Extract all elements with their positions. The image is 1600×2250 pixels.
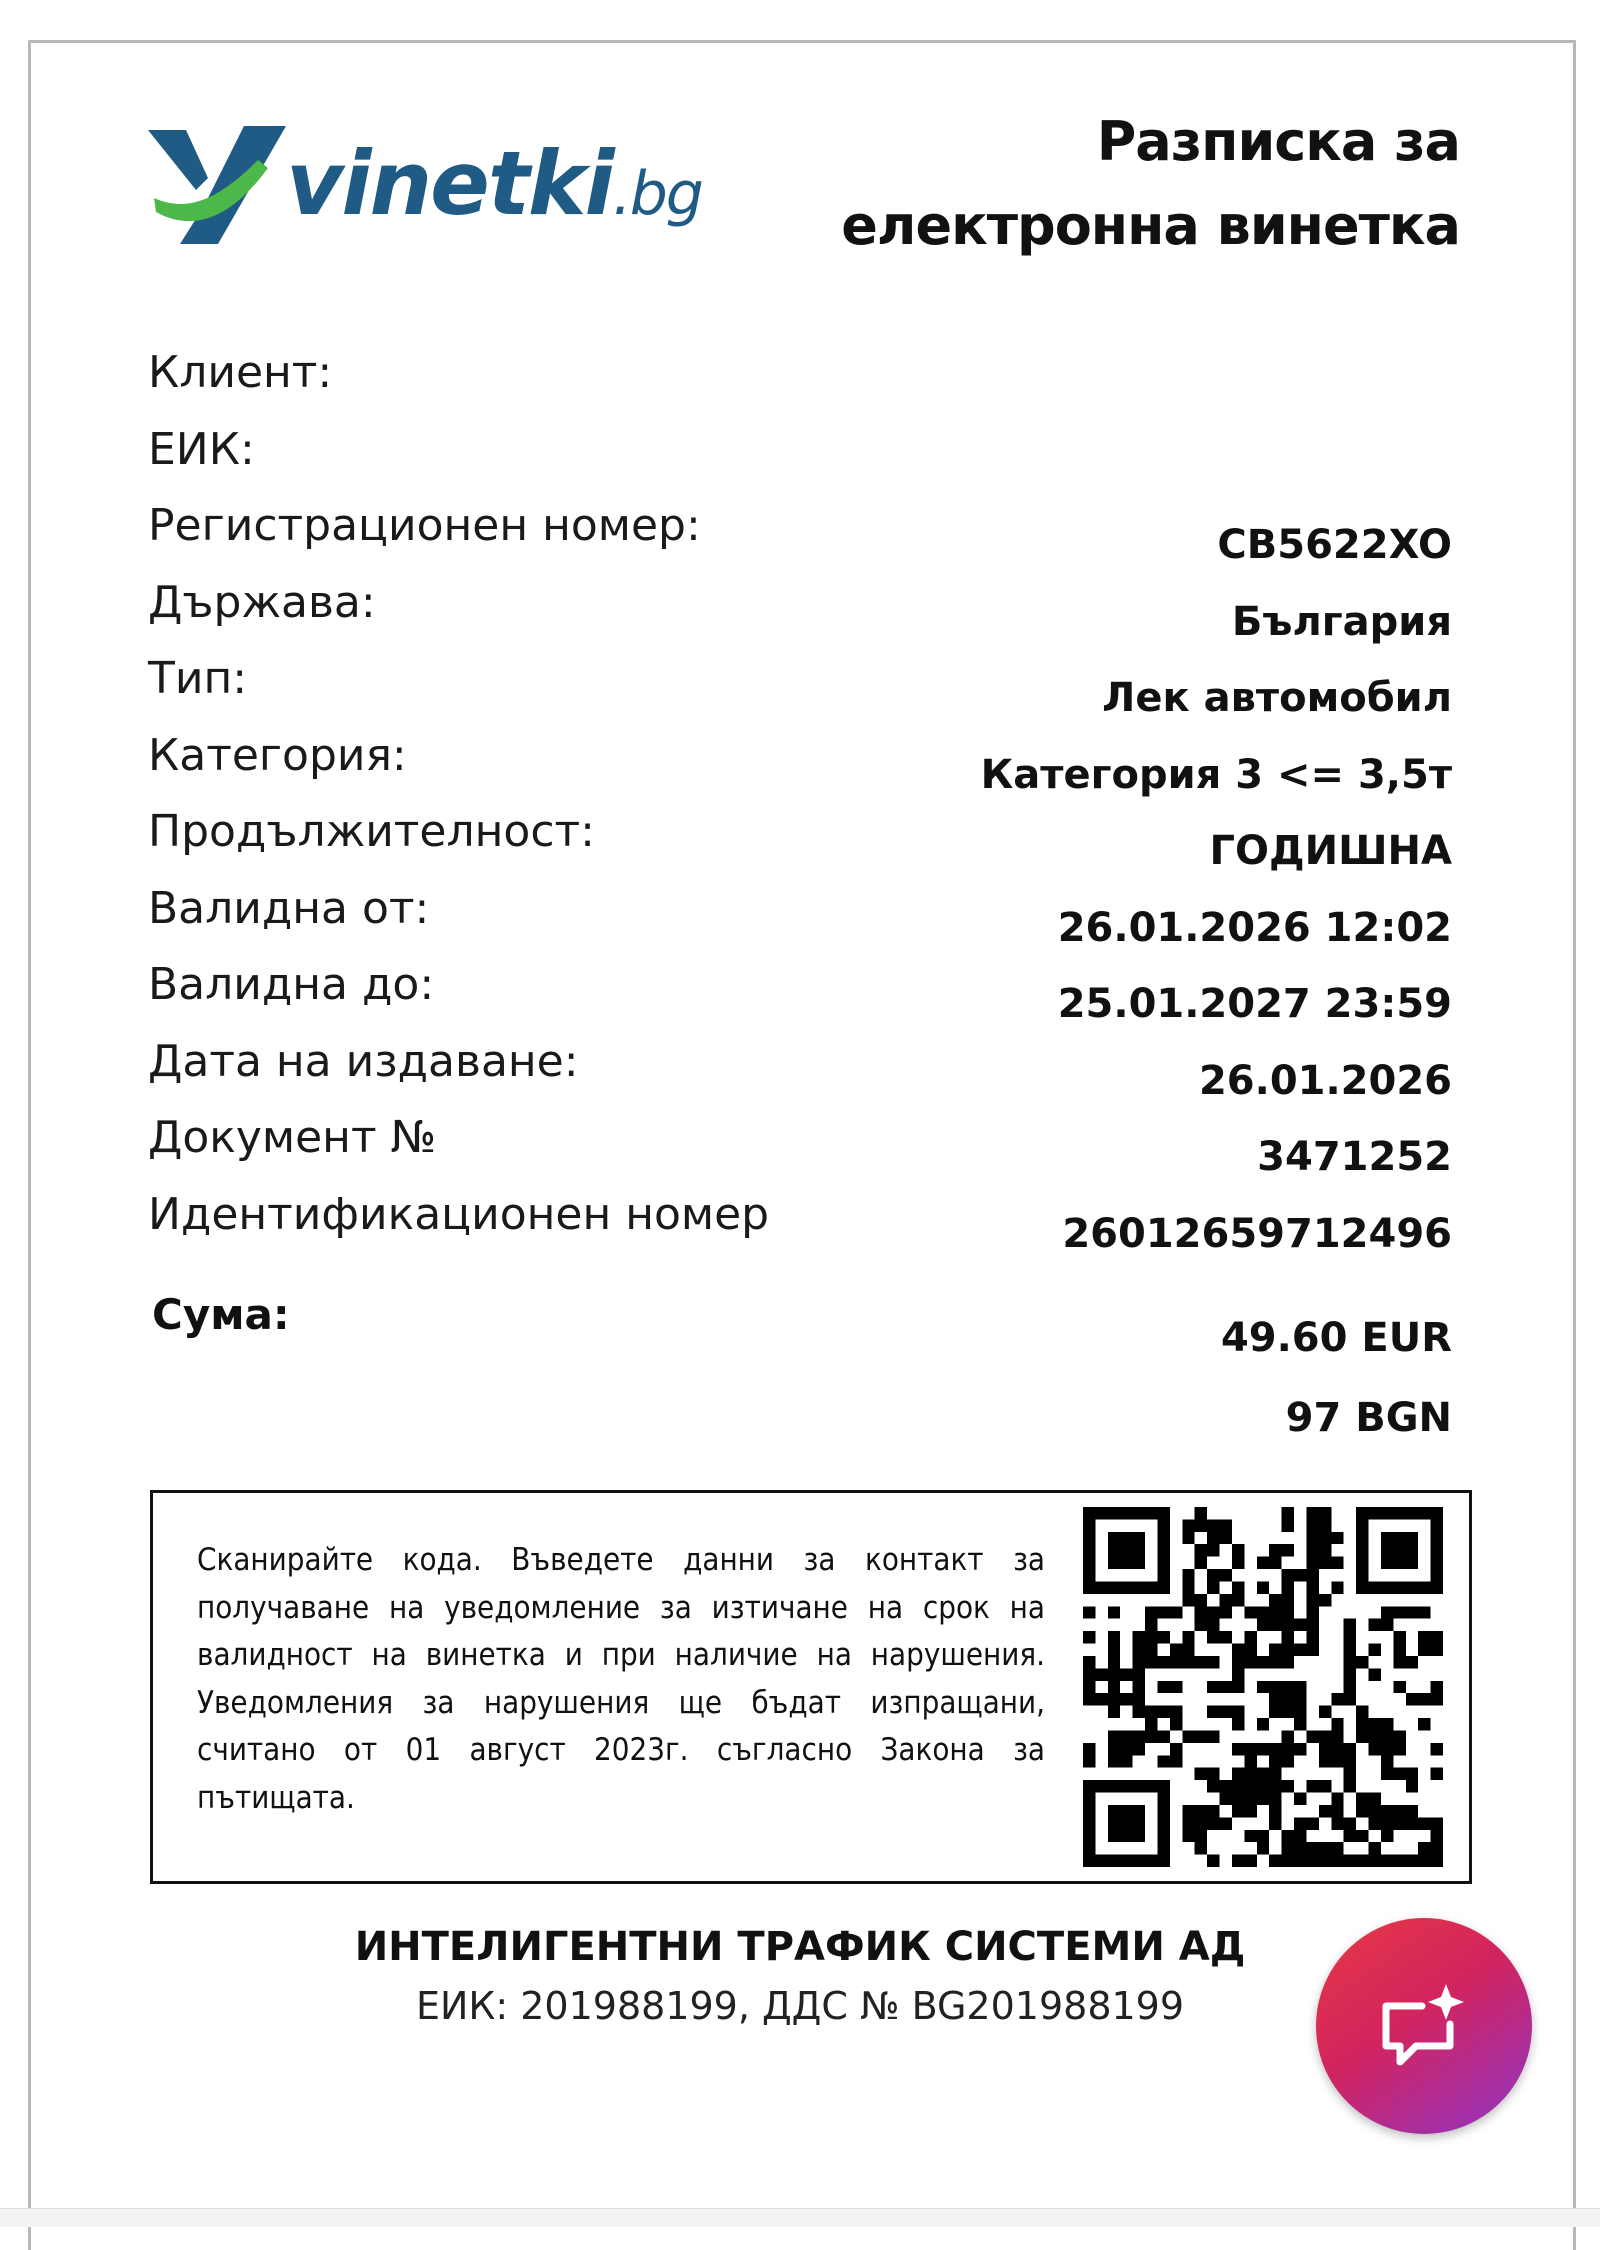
value-type: Лек автомобил: [1102, 675, 1452, 721]
sum-label: Сума:: [152, 1290, 290, 1339]
label-country: Държава:: [148, 576, 376, 628]
value-identification-number: 26012659712496: [1062, 1210, 1452, 1257]
label-valid-to: Валидна до:: [148, 959, 435, 1010]
field-labels: [148, 335, 769, 1253]
sum-bgn: 97 BGN: [1285, 1395, 1452, 1441]
company-eik: ЕИК: 201988199, ДДС № BG201988199: [415, 1984, 1185, 2028]
title-line-1: Разписка за: [1096, 110, 1460, 173]
label-document-number: Документ №: [148, 1112, 437, 1163]
vinetki-logo: [146, 120, 702, 250]
logo-wordmark: [286, 132, 702, 235]
label-valid-from: Валидна от:: [148, 882, 430, 934]
value-duration: ГОДИШНА: [1209, 828, 1452, 874]
scan-info-box: [150, 1490, 1472, 1884]
title-line-2: електронна винетка: [841, 194, 1460, 257]
value-category: Категория 3 <= 3,5т: [980, 751, 1452, 798]
logo-tld: .bg: [612, 159, 702, 229]
label-issue-date: Дата на издаване:: [148, 1035, 579, 1087]
value-document-number: 3471252: [1257, 1134, 1452, 1180]
label-registration-number: Регистрационен номер:: [148, 500, 701, 551]
value-country: България: [1231, 598, 1452, 645]
chat-assistant-button[interactable]: [1316, 1918, 1532, 2134]
label-duration: Продължителност:: [148, 806, 595, 857]
label-identification-number: Идентификационен номер: [148, 1188, 770, 1240]
label-type: Тип:: [148, 653, 248, 704]
field-values: [981, 507, 1452, 1272]
label-category: Категория:: [148, 729, 407, 781]
sum-values: [1221, 1298, 1452, 1458]
sum-eur: 49.60 EUR: [1220, 1315, 1452, 1361]
value-valid-to: 25.01.2027 23:59: [1057, 981, 1452, 1027]
vinetki-logo-mark-icon: [146, 120, 296, 250]
chat-sparkle-icon: [1376, 1980, 1472, 2072]
value-valid-from: 26.01.2026 12:02: [1057, 904, 1452, 951]
bottom-strip: [0, 2208, 1600, 2227]
scan-instructions: Сканирайте кода. Въведете данни за контакт за получаване на уведомление за изтичане на срок на валидност на винетка и при наличие на нарушения. Уведомления за нарушения ще бъдат изпращани, считано от 01 август 2023г. съгласно Закона за пътищата.: [197, 1542, 1045, 1816]
label-eik: ЕИК:: [148, 423, 255, 475]
label-client: Клиент:: [148, 347, 333, 398]
document-title: [841, 100, 1460, 268]
value-issue-date: 26.01.2026: [1198, 1057, 1452, 1104]
company-name: ИНТЕЛИГЕНТНИ ТРАФИК СИСТЕМИ АД: [354, 1924, 1246, 1970]
qr-code-icon[interactable]: [1083, 1507, 1443, 1867]
logo-name: vinetki: [286, 132, 613, 235]
value-registration-number: CB5622XO: [1217, 522, 1452, 568]
